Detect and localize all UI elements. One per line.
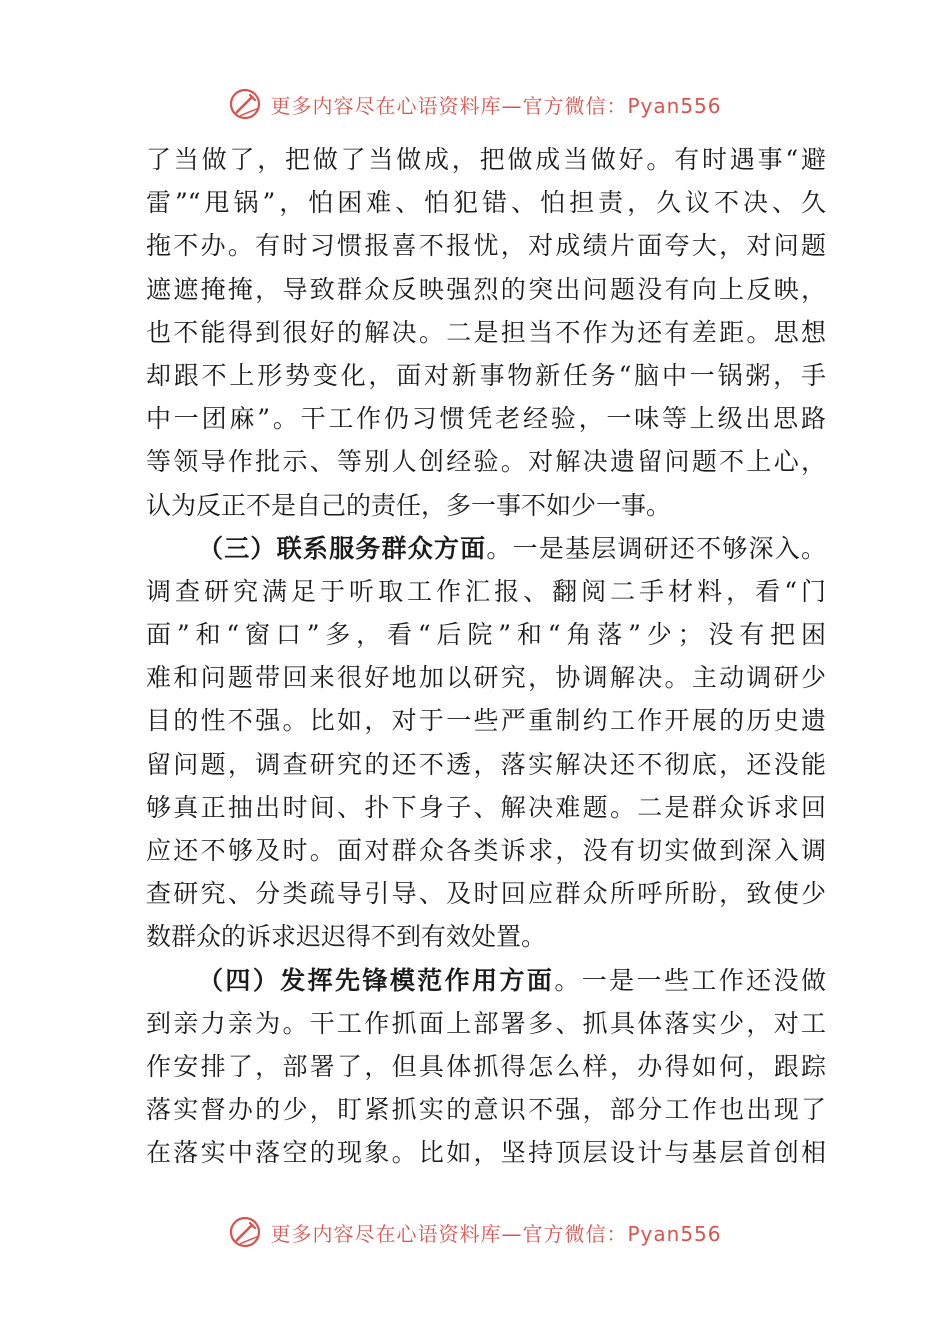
- text-line: 落实督办的少，盯紧抓实的意识不强，部分工作也出现了: [146, 1095, 826, 1125]
- banner-wechat-id: Pyan556: [627, 1221, 722, 1246]
- banner-text: [270, 1218, 721, 1247]
- paragraph-3: [146, 959, 826, 1175]
- text-line: 调查研究满足于听取工作汇报、翻阅二手材料，看“门: [146, 576, 826, 606]
- banner-text: [270, 90, 721, 119]
- text-line: 拖不办。有时习惯报喜不报忧，对成绩片面夸大，对问题: [146, 231, 826, 261]
- text-line: 却跟不上形势变化，面对新事物新任务“脑中一锅粥，手: [146, 360, 826, 390]
- banner-site-text: 更多内容尽在心语资料库—官方微信：: [270, 1221, 628, 1246]
- text-line: 数群众的诉求迟迟得不到有效处置。: [146, 922, 547, 952]
- text-line-with-heading: [146, 527, 826, 570]
- text-segment: 。一是一些工作还没做: [554, 965, 826, 995]
- text-line: 留问题，调查研究的还不透，落实解决还不彻底，还没能: [146, 749, 826, 779]
- text-line: 中一团麻”。干工作仍习惯凭老经验，一味等上级出思路: [146, 404, 826, 434]
- paragraph-2: [146, 527, 826, 959]
- text-line: 难和问题带回来很好地加以研究，协调解决。主动调研少: [146, 663, 826, 693]
- text-line: 认为反正不是自己的责任，多一事不如少一事。: [146, 490, 672, 520]
- paragraph-1: [146, 138, 826, 527]
- text-line: 目的性不强。比如，对于一些严重制约工作开展的历史遗: [146, 706, 826, 736]
- header-banner: [0, 82, 950, 126]
- pen-logo-icon: [228, 87, 262, 121]
- footer-banner: [0, 1210, 950, 1254]
- banner-wechat-id: Pyan556: [627, 93, 722, 118]
- section-heading: （三）联系服务群众方面: [198, 533, 487, 563]
- section-heading: （四）发挥先锋模范作用方面: [198, 965, 555, 995]
- text-line: 在落实中落空的现象。比如，坚持顶层设计与基层首创相: [146, 1138, 826, 1168]
- pen-logo-icon: [228, 1215, 262, 1249]
- text-line: 等领导作批示、等别人创经验。对解决遗留问题不上心，: [146, 447, 826, 477]
- text-line: 面”和“窗口”多，看“后院”和“角落”少；没有把困: [146, 620, 826, 650]
- text-line: 雷”“甩锅”，怕困难、怕犯错、怕担责，久议不决、久: [146, 188, 826, 218]
- text-segment: 。一是基层调研还不够深入。: [486, 533, 826, 563]
- text-line: 应还不够及时。面对群众各类诉求，没有切实做到深入调: [146, 836, 826, 865]
- text-line: 到亲力亲为。干工作抓面上部署多、抓具体落实少，对工: [146, 1008, 826, 1038]
- document-body: [146, 138, 826, 1175]
- banner-site-text: 更多内容尽在心语资料库—官方微信：: [270, 93, 628, 118]
- text-line: 够真正抽出时间、扑下身子、解决难题。二是群众诉求回: [146, 792, 826, 822]
- text-line: 作安排了，部署了，但具体抓得怎么样，办得如何，跟踪: [146, 1051, 826, 1081]
- text-line-with-heading: [146, 959, 826, 1002]
- text-line: 了当做了，把做了当做成，把做成当做好。有时遇事“避: [146, 145, 826, 174]
- text-line: 也不能得到很好的解决。二是担当不作为还有差距。思想: [146, 317, 826, 347]
- text-line: 遮遮掩掩，导致群众反映强烈的突出问题没有向上反映，: [146, 274, 826, 304]
- text-line: 查研究、分类疏导引导、及时回应群众所呼所盼，致使少: [146, 879, 826, 909]
